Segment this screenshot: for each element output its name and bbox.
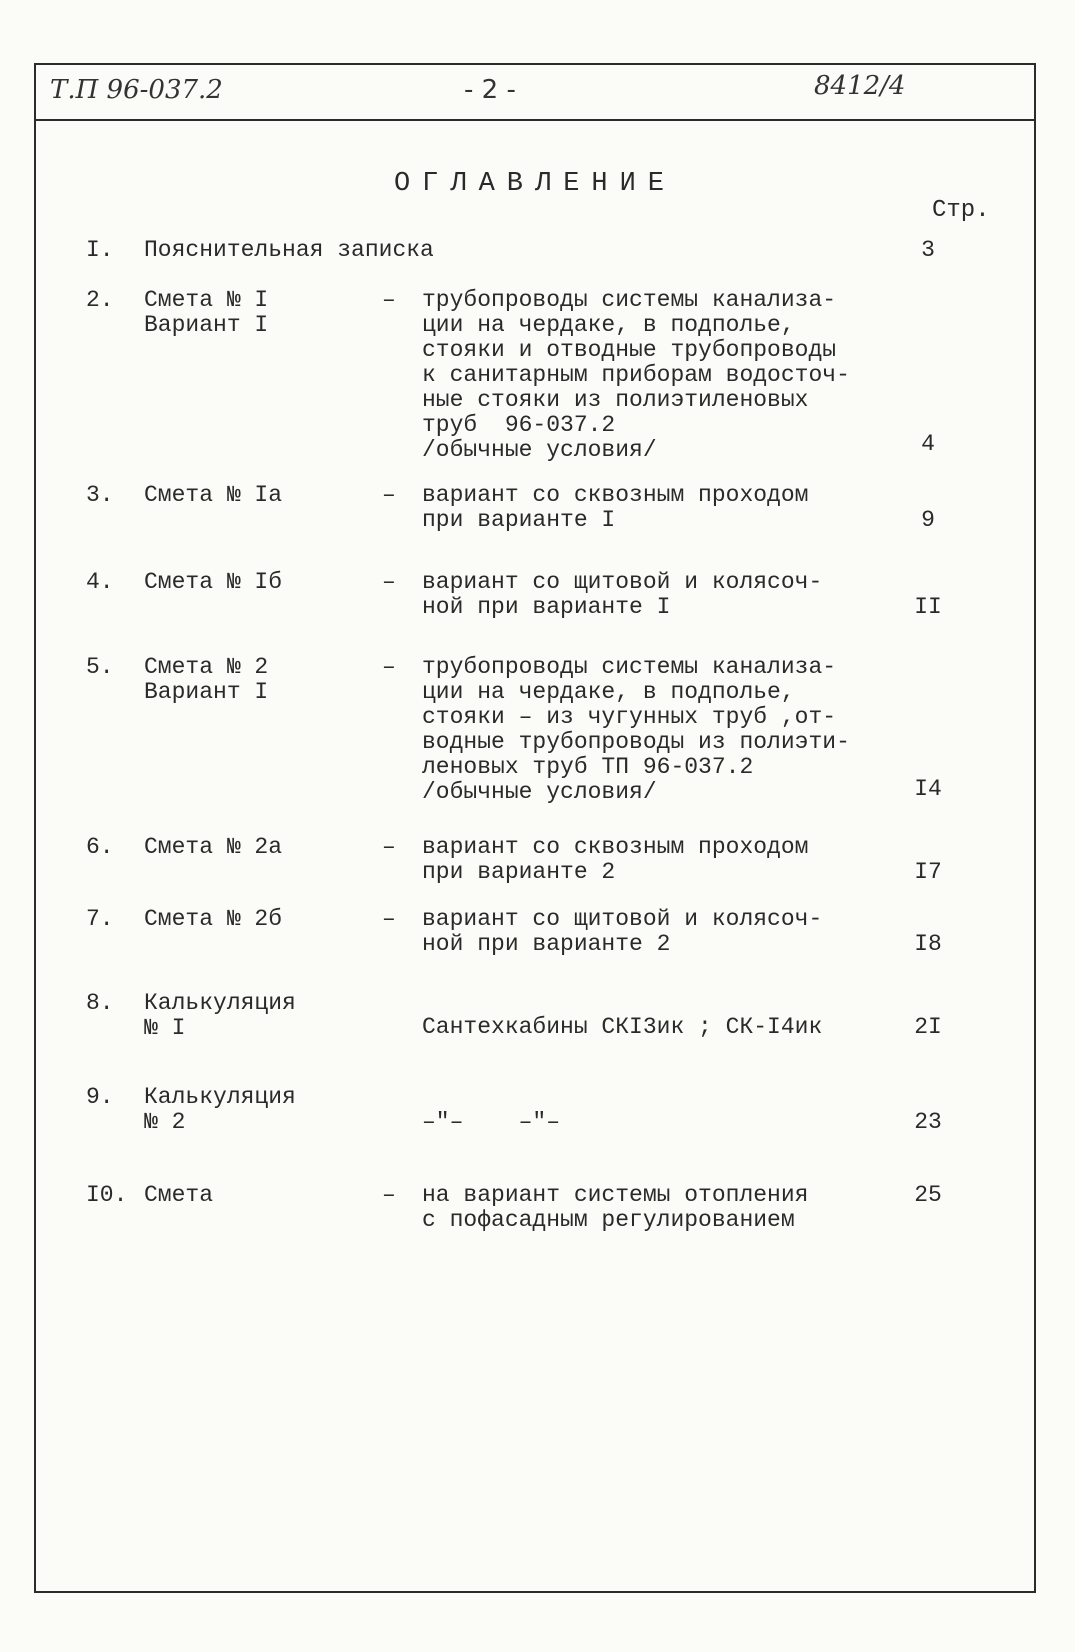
entry-dash: – (382, 287, 396, 313)
entry-page: I7 (914, 859, 942, 885)
entry-number: 9. (86, 1084, 114, 1110)
entry-number: 8. (86, 990, 114, 1016)
header-stamp (36, 65, 1034, 121)
entry-page: 25 (914, 1182, 942, 1208)
entry-description: на вариант системы отопления с пофасадным регулированием (422, 1182, 809, 1233)
entry-page: 23 (914, 1109, 942, 1135)
entry-label: Смета № Iа (144, 482, 283, 508)
document-sheet (34, 63, 1036, 1593)
entry-page: 9 (921, 507, 935, 533)
entry-description: трубопроводы системы канализа- ции на чердаке, в подполье, стояки и отводные трубопроводы к санитарным приборам водосточ- ные стояки из полиэтиленовых труб 96-037.2 /обычные условия/ (422, 287, 850, 463)
entry-label: Калькуляция № I (144, 990, 296, 1041)
entry-label: Смета № 2а (144, 834, 283, 860)
page-column-label: Стр. (932, 197, 990, 224)
entry-label: Калькуляция № 2 (144, 1084, 296, 1135)
entry-page: 2I (914, 1014, 942, 1040)
entry-description: Сантехкабины СКI3ик ; СК-I4ик (422, 1014, 823, 1040)
entry-dash: – (382, 482, 396, 508)
entry-number: I. (86, 237, 114, 263)
entry-page: I4 (914, 776, 942, 802)
entry-dash: – (382, 569, 396, 595)
entry-description: трубопроводы системы канализа- ции на чердаке, в подполье, стояки – из чугунных труб ,от- водные трубопроводы из полиэти- леновых труб ТП 96-037.2 /обычные условия/ (422, 654, 850, 805)
entry-description: вариант со щитовой и колясоч- ной при варианте I (422, 569, 823, 620)
entry-dash: – (382, 654, 396, 680)
entry-description: –"– –"– (422, 1109, 561, 1135)
entry-number: 3. (86, 482, 114, 508)
entry-page: II (914, 594, 942, 620)
entry-number: I0. (86, 1182, 128, 1208)
page-title: ОГЛАВЛЕНИЕ (393, 169, 677, 199)
entry-page: 3 (921, 237, 935, 263)
entry-page: 4 (921, 431, 935, 457)
entry-dash: – (382, 834, 396, 860)
entry-number: 5. (86, 654, 114, 680)
entry-description: вариант со щитовой и колясоч- ной при варианте 2 (422, 906, 823, 957)
entry-number: 7. (86, 906, 114, 932)
entry-number: 4. (86, 569, 114, 595)
page-number: - 2 - (464, 75, 516, 105)
project-code: Т.П 96-037.2 (50, 75, 223, 105)
entry-page: I8 (914, 931, 942, 957)
entry-label: Смета (144, 1182, 214, 1208)
entry-label: Смета № 2 Вариант I (144, 654, 269, 705)
entry-description: вариант со сквозным проходом при варианте 2 (422, 834, 809, 885)
entry-label: Смета № 2б (144, 906, 283, 932)
document-number: 8412/4 (814, 71, 906, 101)
entry-number: 6. (86, 834, 114, 860)
entry-dash: – (382, 906, 396, 932)
entry-description: вариант со сквозным проходом при варианте I (422, 482, 809, 533)
entry-label: Смета № I Вариант I (144, 287, 269, 338)
entry-dash: – (382, 1182, 396, 1208)
entry-label: Смета № Iб (144, 569, 283, 595)
entry-label: Пояснительная записка (144, 237, 434, 263)
entry-number: 2. (86, 287, 114, 313)
